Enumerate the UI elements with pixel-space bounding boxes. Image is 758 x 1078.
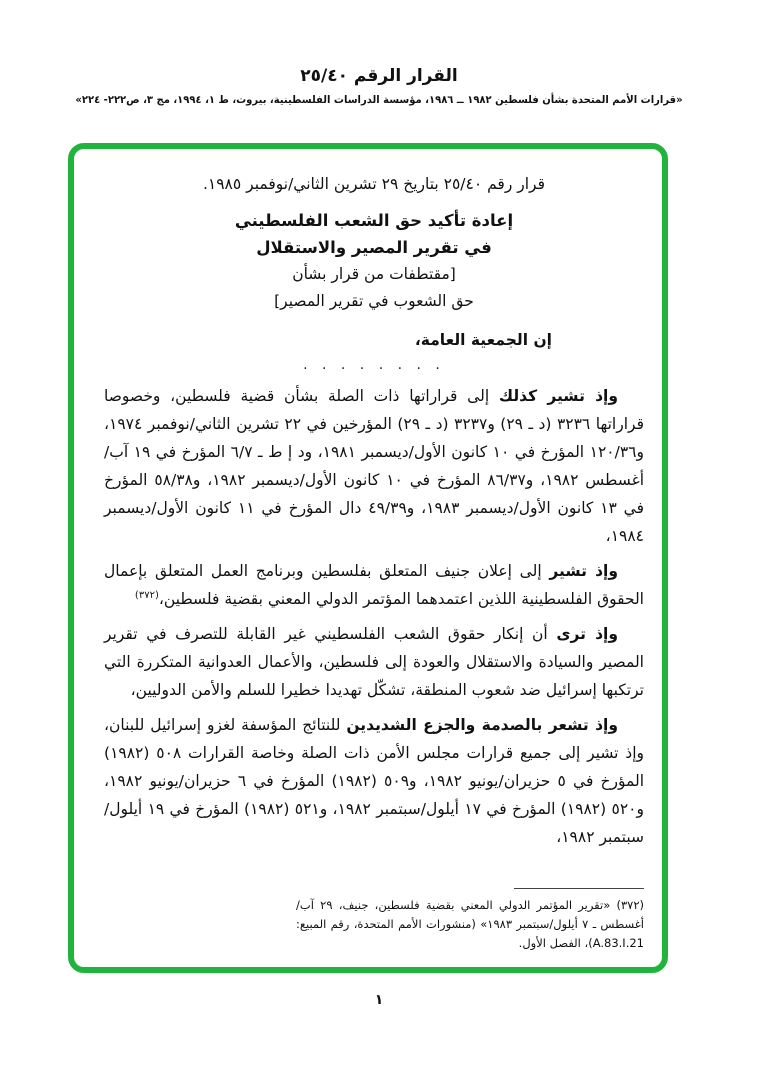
paragraph-denial-of-rights (104, 620, 644, 704)
document-header (0, 66, 758, 106)
ellipsis-line: . . . . . . . . (303, 357, 445, 373)
paragraph-lead: وإذ تشير كذلك (498, 387, 618, 405)
paragraph-text: أن إنكار حقوق الشعب الفلسطيني غير القابلة للتصرف في تقرير المصير والسيادة والاستقلال والعودة إلى فلسطين، والأعمال العدوانية المتكررة التي ترتكبها إسرائيل ضد شعوب المنطقة، تشكّل تهديدا خطيرا للسلم والأمن الدوليين، (104, 625, 644, 699)
paragraph-lead: وإذ تشعر بالصدمة والجزع الشديدين (346, 716, 618, 734)
resolution-heading-line1: إعادة تأكيد حق الشعب الفلسطيني (234, 211, 514, 230)
paragraph-text: إلى إعلان جنيف المتعلق بفلسطين وبرنامج العمل المتعلق بإعمال الحقوق الفلسطينية اللذين اعتمدهما المؤتمر الدولي المعني بقضية فلسطين، (104, 562, 644, 608)
paragraph-lebanon-invasion (104, 711, 644, 851)
resolution-box (68, 143, 668, 973)
footnote-separator (514, 888, 644, 889)
resolution-subheading-line2: حق الشعوب في تقرير المصير] (274, 292, 474, 310)
opening-line: إن الجمعية العامة، (414, 331, 552, 349)
page-title: القرار الرقم ٢٥/٤٠ (300, 66, 458, 86)
paragraph-text: إلى قراراتها ذات الصلة بشأن قضية فلسطين، وخصوصا قراراتها ٣٢٣٦ (د ـ ٢٩) و٣٢٣٧ (د ـ ٢٩) المؤرخين في ٢٢ تشرين الثاني/نوفمبر ١٩٧٤، و١٢٠/٣٦ المؤرخ في ١٠ كانون الأول/ديسمبر ١٩٨١، ود إ ط ـ ٦/٧ المؤرخ في ١٩ آب/أغسطس ١٩٨٢، و٨٦/٣٧ المؤرخ في ١٠ كانون الأول/ديسمبر ١٩٨٢، و٥٨/٣٨ المؤرخ في ١٣ كانون الأول/ديسمبر ١٩٨٣، و٤٩/٣٩ دال المؤرخ في ١١ كانون الأول/ديسمبر ١٩٨٤، (104, 387, 645, 545)
paragraph-recalling-resolutions (104, 382, 644, 550)
resolution-heading-line2: في تقرير المصير والاستقلال (256, 238, 492, 257)
resolution-date-line: قرار رقم ٢٥/٤٠ بتاريخ ٢٩ تشرين الثاني/نوفمبر ١٩٨٥. (202, 175, 546, 193)
footnote-text: (٣٧٢) «تقرير المؤتمر الدولي المعني بقضية فلسطين، جنيف، ٢٩ آب/أغسطس ـ ٧ أيلول/سبتمبر ١٩٨٣» (منشورات الأمم المتحدة، رقم المبيع: A.83.I.21)، الفصل الأول. (296, 898, 644, 950)
source-citation: «قرارات الأمم المتحدة بشأن فلسطين ١٩٨٢ ــ ١٩٨٦، مؤسسة الدراسات الفلسطينية، بيروت، ط ١، ١٩٩٤، مج ٣، ص٢٢٢- ٢٢٤» (75, 94, 683, 107)
page-number: ١ (374, 992, 384, 1008)
footnote-reference: (٣٧٢) (134, 589, 159, 601)
paragraph-lead: وإذ تشير (549, 562, 618, 580)
footnote-block (104, 888, 644, 953)
paragraph-geneva-declaration (104, 557, 644, 613)
resolution-subheading-line1: [مقتطفات من قرار بشأن (292, 265, 456, 283)
paragraph-text: للنتائج المؤسفة لغزو إسرائيل للبنان، وإذ تشير إلى جميع قرارات مجلس الأمن ذات الصلة وخاصة القرارات ٥٠٨ (١٩٨٢) المؤرخ في ٥ حزيران/يونيو ١٩٨٢، و٥٠٩ (١٩٨٢) المؤرخ في ٦ حزيران/يونيو ١٩٨٢، و٥٢٠ (١٩٨٢) المؤرخ في ١٧ أيلول/سبتمبر ١٩٨٢، و٥٢١ (١٩٨٢) المؤرخ في ١٩ أيلول/سبتمبر ١٩٨٢، (104, 716, 644, 846)
paragraph-lead: وإذ ترى (556, 625, 618, 643)
